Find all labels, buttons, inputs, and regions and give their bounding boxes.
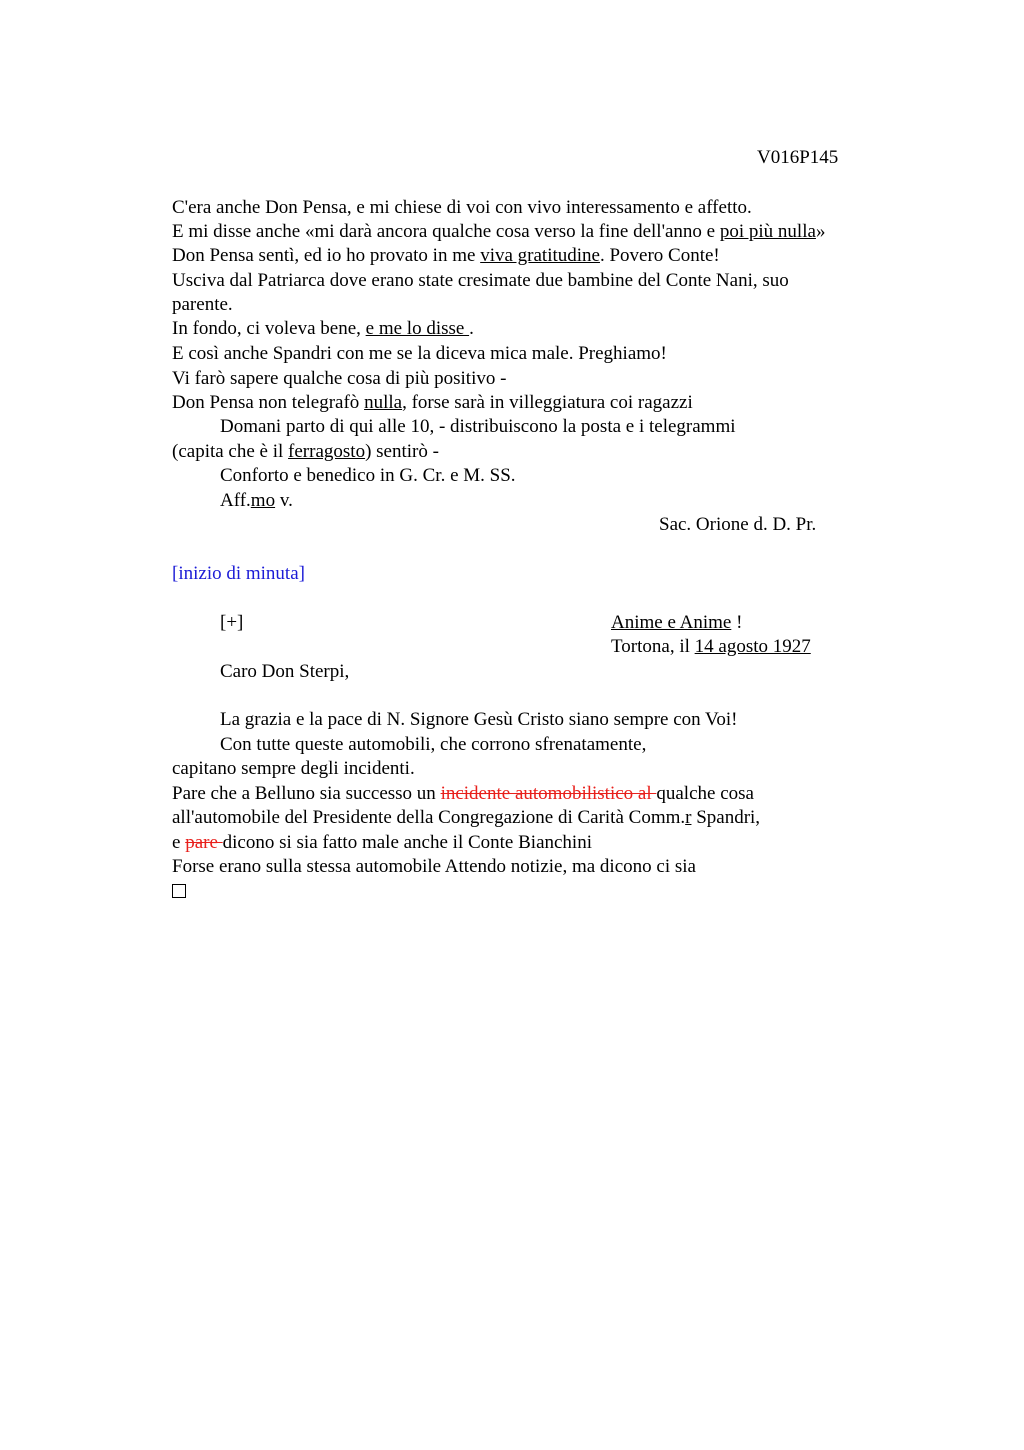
page-id-text: V016P145 [757,147,839,168]
letter-line-13 [220,489,293,513]
letter-line-9 [172,391,693,415]
motto [611,611,742,635]
underlined-text: r [685,807,692,828]
minuta-line-4 [172,782,754,806]
bracket: [ [172,563,179,584]
underlined-text: ferragosto [288,441,366,462]
deleted-text: incidente automobilistico al [440,783,657,804]
end-box [172,880,186,904]
signature [659,513,816,537]
place-text: Tortona, il [611,636,695,657]
line-text: ) sentirò - [365,441,439,462]
minuta-line-1 [220,708,737,732]
square-icon [172,884,186,898]
underlined-text: mo [250,490,276,511]
underlined-text: Anime e Anime [611,612,732,633]
underlined-text: poi più nulla [719,221,816,242]
line-text: Conforto e benedico in G. Cr. e M. SS. [220,465,516,486]
underlined-text: nulla [364,392,403,413]
minuta-line-7 [172,855,696,879]
cross-mark [220,611,243,635]
letter-line-12 [220,464,516,488]
letter-line-2 [172,220,825,244]
page-id [757,146,838,170]
letter-line-8 [172,367,506,391]
line-text: qualche cosa [656,783,754,804]
minuta-line-2 [220,733,646,757]
minuta-label: inizio di minuta] [178,563,305,584]
line-text: La grazia e la pace di N. Signore Gesù Cristo siano sempre con Voi! [220,709,738,730]
minuta-marker [172,562,305,586]
line-text: , forse sarà in villeggiatura coi ragazzi [402,392,693,413]
line-text: v. [275,490,293,511]
letter-line-11 [172,440,439,464]
letter-line-4 [172,269,789,293]
line-text: Con tutte queste automobili, che corrono sfrenatamente, [220,734,647,755]
minuta-line-5 [172,806,760,830]
date-text: 14 agosto 1927 [694,636,811,657]
line-text: E così anche Spandri con me se la diceva mica male. Preghiamo! [172,343,667,364]
letter-line-7 [172,342,667,366]
line-text: parente. [172,294,233,315]
minuta-line-3 [172,757,415,781]
line-text: . [469,318,474,339]
place-date [611,635,811,659]
letter-line-5 [172,293,233,317]
line-text: Aff. [220,490,251,511]
letter-line-10 [220,415,736,439]
line-text: Don Pensa non telegrafò [172,392,365,413]
deleted-text: pare [185,832,223,853]
salutation-text: Caro Don Sterpi, [220,661,350,682]
line-text: ! [731,612,743,633]
line-text: Usciva dal Patriarca dove erano state cresimate due bambine del Conte Nani, suo [172,270,789,291]
line-text: Domani parto di qui alle 10, - distribuiscono la posta e i telegrammi [220,416,736,437]
letter-line-6 [172,317,474,341]
underlined-text: viva gratitudine [480,245,600,266]
line-text: Pare che a Belluno sia successo un [172,783,441,804]
underlined-text: e me lo disse [365,318,470,339]
line-text: Vi farò sapere qualche cosa di più positivo - [172,368,507,389]
signature-text: Sac. Orione d. D. Pr. [659,514,817,535]
line-text: Don Pensa sentì, ed io ho provato in me [172,245,481,266]
salutation [220,660,349,684]
line-text: . Povero Conte! [599,245,720,266]
line-text: C'era anche Don Pensa, e mi chiese di voi con vivo interessamento e affetto. [172,197,752,218]
cross-text: [+] [220,612,244,633]
line-text: all'automobile del Presidente della Congregazione di Carità Comm. [172,807,686,828]
line-text: » [815,221,826,242]
minuta-line-6 [172,831,592,855]
line-text: Forse erano sulla stessa automobile Attendo notizie, ma dicono ci sia [172,856,696,877]
letter-line-3 [172,244,720,268]
line-text: e [172,832,186,853]
line-text: (capita che è il [172,441,289,462]
letter-line-1 [172,196,752,220]
line-text: In fondo, ci voleva bene, [172,318,366,339]
line-text: E mi disse anche «mi darà ancora qualche cosa verso la fine dell'anno e [172,221,720,242]
line-text: dicono si sia fatto male anche il Conte Bianchini [222,832,592,853]
line-text: capitano sempre degli incidenti. [172,758,415,779]
line-text: Spandri, [691,807,761,828]
